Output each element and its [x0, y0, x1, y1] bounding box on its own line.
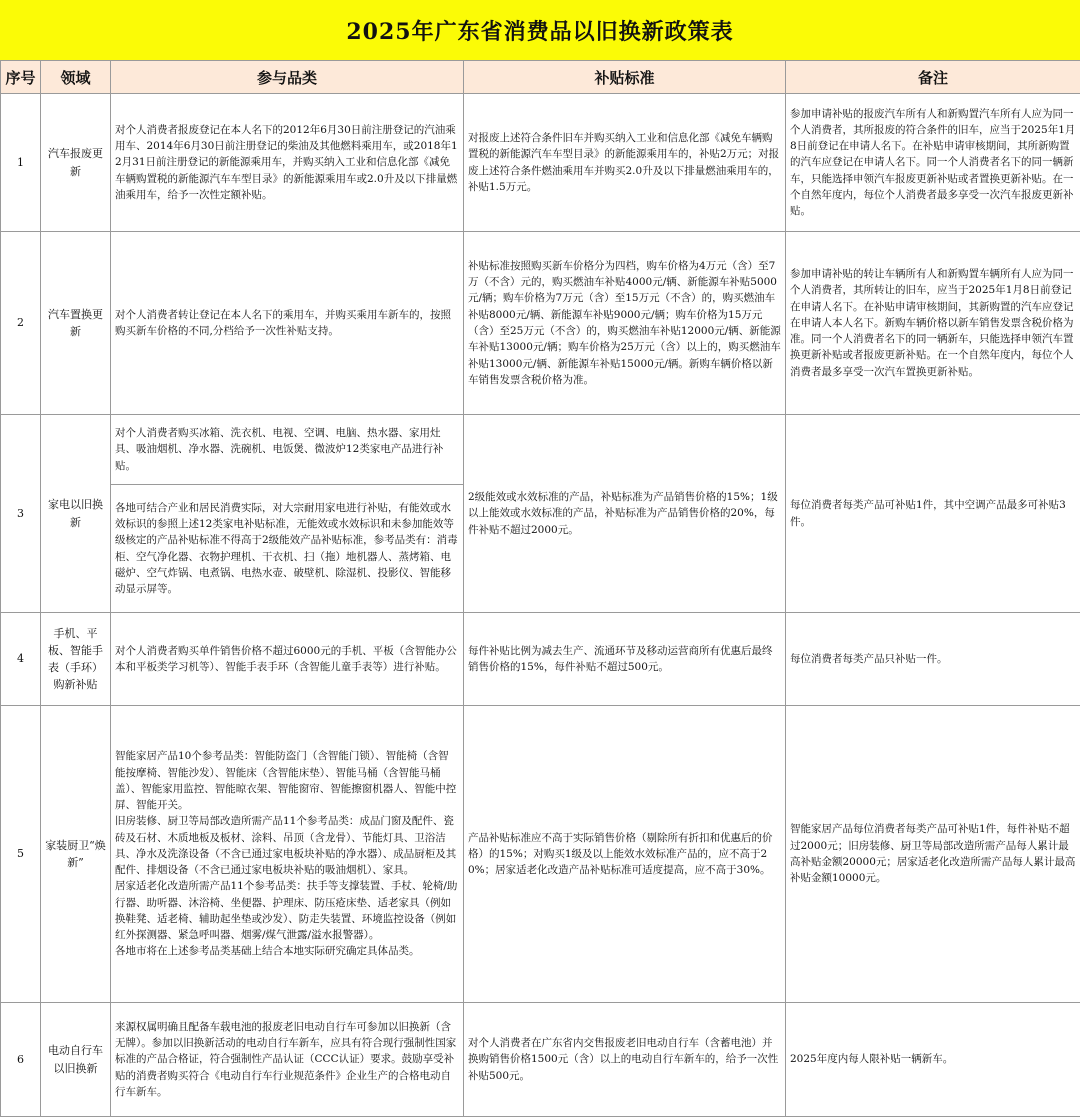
table-row — [1, 232, 1080, 415]
row-category-a: 对个人消费者购买冰箱、洗衣机、电视、空调、电脑、热水器、家用灶具、吸油烟机、净水器、洗碗机、电饭煲、微波炉12类家电产品进行补贴。 — [111, 415, 464, 485]
row-standard: 对个人消费者在广东省内交售报废老旧电动自行车（含蓄电池）并换购销售价格1500元（含）以上的电动自行车新车的，给予一次性补贴500元。 — [464, 1003, 786, 1117]
policy-table — [0, 60, 1080, 1117]
row-category-b: 各地可结合产业和居民消费实际，对大宗耐用家电进行补贴，有能效或水效标识的参照上述12类家电补贴标准，无能效或水效标识和未参加能效等级核定的产品补贴标准不得高于2级能效产品补贴标准，参考品类有：消毒柜、空气净化器、衣物护理机、干衣机、扫（拖）地机器人、蒸烤箱、电磁炉、空气炸锅、电煮锅、电热水壶、破壁机、除湿机、投影仪、智能移动显示屏等。 — [111, 485, 464, 613]
row-standard: 产品补贴标准应不高于实际销售价格（剔除所有折扣和优惠后的价格）的15%；对购买1级及以上能效水效标准产品的，应不高于20%；居家适老化改造产品补贴标准可适度提高，应不高于30%。 — [464, 706, 786, 1003]
table-row — [1, 1003, 1080, 1117]
row-category: 对个人消费者报废登记在本人名下的2012年6月30日前注册登记的汽油乘用车、2014年6月30日前注册登记的柴油及其他燃料乘用车，或2018年12月31日前注册登记的新能源乘用车，并购买纳入工业和信息化部《减免车辆购置税的新能源汽车车型目录》的新能源乘用车或2.0升及以下排量燃油乘用车，给予一次性定额补贴。 — [111, 94, 464, 232]
row-remark: 2025年度内每人限补贴一辆新车。 — [786, 1003, 1080, 1117]
page-title: 2025年广东省消费品以旧换新政策表 — [0, 0, 1080, 61]
row-category: 智能家居产品10个参考品类：智能防盗门（含智能门锁）、智能椅（含智能按摩椅、智能沙发）、智能床（含智能床垫）、智能马桶（含智能马桶盖）、智能家用监控、智能晾衣架、智能窗帘、智能擦窗机器人、智能中控屏、智能开关。 旧房装修、厨卫等局部改造所需产品11个参考品类：成品门窗及配件、瓷砖及石材、木质地板及板材、涂料、吊顶（含龙骨）、节能灯具、卫浴洁具、净水及洗涤设备（不含已通过家电板块补贴的净水器）、成品厨柜及其配件、排烟设备（不含已通过家电板块补贴的吸油烟机）、家具。 居家适老化改造所需产品11个参考品类：扶手等支撑装置、手杖、轮椅/助行器、助听器、沐浴椅、坐便器、护理床、防压疮床垫、适老家具（例如换鞋凳、适老椅、辅助起坐垫或沙发）、防走失装置、环境监控设备（例如红外探测器、紧急呼叫器、烟雾/煤气泄露/溢水报警器）。 各地市将在上述参考品类基础上结合本地实际研究确定具体品类。 — [111, 706, 464, 1003]
header-category: 参与品类 — [111, 61, 464, 94]
table-row — [1, 415, 1080, 485]
row-remark: 每位消费者每类产品只补贴一件。 — [786, 613, 1080, 706]
header-no: 序号 — [1, 61, 41, 94]
table-row — [1, 94, 1080, 232]
table-row — [1, 613, 1080, 706]
table-row — [1, 706, 1080, 1003]
row-standard: 2级能效或水效标准的产品，补贴标准为产品销售价格的15%；1级以上能效或水效标准的产品，补贴标准为产品销售价格的20%，每件补贴不超过2000元。 — [464, 415, 786, 613]
header-remark: 备注 — [786, 61, 1080, 94]
row-standard: 每件补贴比例为减去生产、流通环节及移动运营商所有优惠后最终销售价格的15%，每件补贴不超过500元。 — [464, 613, 786, 706]
row-number: 1 — [1, 94, 41, 232]
row-number: 3 — [1, 415, 41, 613]
row-field: 电动自行车以旧换新 — [41, 1003, 111, 1117]
row-field: 家电以旧换新 — [41, 415, 111, 613]
row-number: 5 — [1, 706, 41, 1003]
row-standard: 补贴标准按照购买新车价格分为四档，购车价格为4万元（含）至7万（不含）元的，购买燃油车补贴4000元/辆、新能源车补贴5000元/辆；购车价格为7万元（含）至15万元（不含）的，购买燃油车补贴8000元/辆、新能源车补贴9000元/辆；购车价格为15万元（含）至25万元（不含）的，购买燃油车补贴12000元/辆、新能源车补贴13000元/辆；购车价格为25万元（含）以上的，购买燃油车补贴13000元/辆、新能源车补贴15000元/辆。新购车辆价格以新车销售发票含税价格为准。 — [464, 232, 786, 415]
row-number: 6 — [1, 1003, 41, 1117]
row-number: 2 — [1, 232, 41, 415]
row-field: 汽车置换更新 — [41, 232, 111, 415]
header-field: 领域 — [41, 61, 111, 94]
row-category: 对个人消费者购买单件销售价格不超过6000元的手机、平板（含智能办公本和平板类学习机等）、智能手表手环（含智能儿童手表等）进行补贴。 — [111, 613, 464, 706]
row-field: 家装厨卫“焕新” — [41, 706, 111, 1003]
row-remark: 智能家居产品每位消费者每类产品可补贴1件，每件补贴不超过2000元；旧房装修、厨卫等局部改造所需产品每人累计最高补贴金额20000元；居家适老化改造所需产品每人累计最高补贴金额10000元。 — [786, 706, 1080, 1003]
header-standard: 补贴标准 — [464, 61, 786, 94]
row-remark: 每位消费者每类产品可补贴1件，其中空调产品最多可补贴3件。 — [786, 415, 1080, 613]
row-number: 4 — [1, 613, 41, 706]
row-remark: 参加申请补贴的转让车辆所有人和新购置车辆所有人应为同一个人消费者，其所转让的旧车，应当于2025年1月8日前登记在申请人名下。在补贴申请审核期间，其新购置的汽车应登记在申请人本人名下。新购车辆价格以新车销售发票含税价格为准。同一个人消费者名下的同一辆新车，只能选择申领汽车置换更新补贴或者报废更新补贴。在一个自然年度内，每位个人消费者最多享受一次汽车置换更新补贴。 — [786, 232, 1080, 415]
row-category: 来源权属明确且配备车载电池的报废老旧电动自行车可参加以旧换新（含无牌）。参加以旧换新活动的电动自行车新车，应具有符合现行强制性国家标准的产品合格证，符合强制性产品认证（CCC认证）要求。鼓励享受补贴的消费者购买符合《电动自行车行业规范条件》企业生产的合格电动自行车新车。 — [111, 1003, 464, 1117]
row-remark: 参加申请补贴的报废汽车所有人和新购置汽车所有人应为同一个人消费者，其所报废的符合条件的旧车，应当于2025年1月8日前登记在申请人名下。在补贴申请审核期间，其所新购置的汽车应登记在申请人名下。同一个人消费者名下的同一辆新车，只能选择申领汽车报废更新补贴或者置换更新补贴。在一个自然年度内，每位个人消费者最多享受一次汽车报废更新补贴。 — [786, 94, 1080, 232]
row-standard: 对报废上述符合条件旧车并购买纳入工业和信息化部《减免车辆购置税的新能源汽车车型目录》的新能源乘用车的，补贴2万元；对报废上述符合条件燃油乘用车并购买2.0升及以下排量燃油乘用车的，补贴1.5万元。 — [464, 94, 786, 232]
row-category: 对个人消费者转让登记在本人名下的乘用车，并购买乘用车新车的，按照购买新车价格的不同,分档给予一次性补贴支持。 — [111, 232, 464, 415]
row-field: 手机、平板、智能手表（手环）购新补贴 — [41, 613, 111, 706]
row-field: 汽车报废更新 — [41, 94, 111, 232]
table-header-row — [1, 61, 1080, 94]
